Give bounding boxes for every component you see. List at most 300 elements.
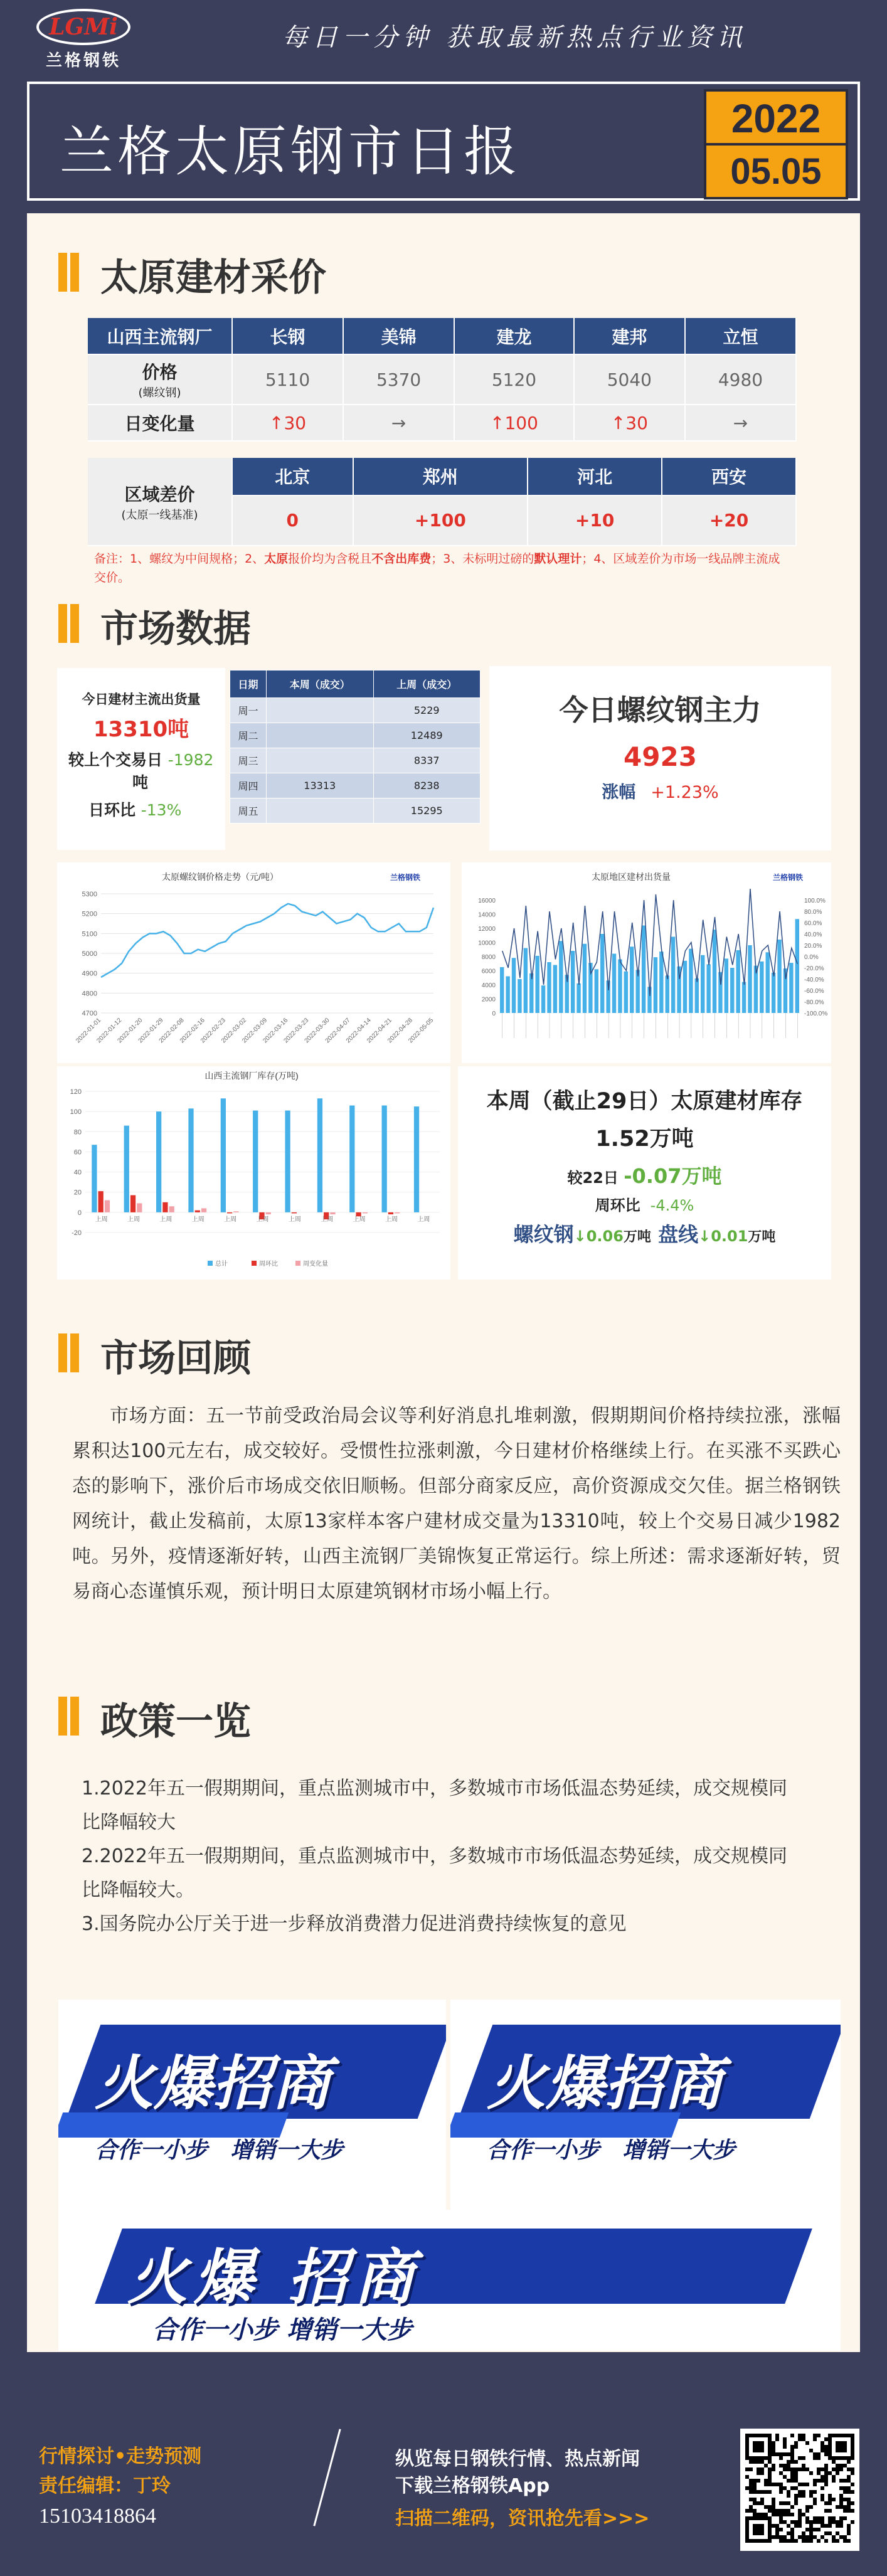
qr-module	[779, 2509, 783, 2513]
qr-module	[768, 2505, 772, 2509]
bar	[156, 1111, 161, 1212]
price-cell: 5040	[574, 354, 685, 405]
qr-module	[847, 2539, 851, 2543]
price-cell: 5120	[454, 354, 574, 405]
qr-module	[802, 2456, 805, 2460]
qr-module	[824, 2467, 828, 2471]
qr-module	[813, 2501, 817, 2505]
chart-title: 太原螺纹钢价格走势（元/吨）	[162, 872, 279, 882]
qr-module	[802, 2437, 805, 2441]
bar	[547, 962, 551, 1013]
qr-module	[749, 2516, 753, 2520]
qr-module	[775, 2483, 779, 2486]
qr-module	[847, 2524, 851, 2528]
tick-label: 2022-04-21	[365, 1017, 393, 1045]
qr-module	[760, 2524, 764, 2528]
tick-label: 上周	[353, 1216, 366, 1223]
qr-module	[790, 2475, 794, 2479]
bar	[233, 1211, 238, 1212]
qr-module	[847, 2479, 851, 2483]
qr-module	[794, 2467, 798, 2471]
slogan: 每日一分钟 获取最新热点行业资讯	[282, 23, 747, 52]
qr-module	[843, 2535, 847, 2539]
bar	[388, 1212, 393, 1214]
qr-module	[779, 2501, 783, 2505]
qr-module	[802, 2531, 805, 2535]
tick-label: -20.0%	[804, 965, 824, 972]
tick-label: 60	[73, 1148, 82, 1157]
promo-banner[interactable]	[450, 2000, 841, 2210]
qr-module	[843, 2449, 847, 2452]
policy-item[interactable]: 3.国务院办公厅关于进一步释放消费潜力促进消费持续恢复的意见	[82, 1913, 627, 1935]
tick-label: 2022-03-02	[220, 1017, 248, 1045]
qr-module	[745, 2467, 749, 2471]
qr-module	[772, 2498, 775, 2501]
qr-module	[851, 2437, 854, 2441]
qr-module	[828, 2441, 832, 2445]
footer-editor: 责任编辑：丁玲	[39, 2475, 171, 2497]
legend-swatch	[208, 1261, 213, 1266]
qr-module	[851, 2483, 854, 2486]
region-header: 北京	[232, 458, 353, 496]
qr-module	[772, 2509, 775, 2513]
policy-item[interactable]: 1.2022年五一假期期间，重点监测城市中，多数城市市场低温态势延续，成交规模同比降幅较大	[82, 1778, 787, 1833]
bar	[642, 926, 645, 1014]
mill-inventory-svg	[57, 1066, 450, 1280]
qr-module	[745, 2441, 749, 2445]
qr-module	[843, 2456, 847, 2460]
qr-module	[768, 2483, 772, 2486]
qr-module	[760, 2531, 764, 2535]
qr-module	[772, 2505, 775, 2509]
qr-module	[843, 2498, 847, 2501]
qr-module	[753, 2498, 757, 2501]
qr-module	[745, 2535, 749, 2539]
bar	[559, 941, 563, 1013]
tick-label: 14000	[478, 911, 496, 919]
qr-module	[757, 2513, 760, 2516]
qr-module	[802, 2464, 805, 2467]
tick-label: 上周	[385, 1216, 398, 1223]
qr-module	[824, 2501, 828, 2505]
qr-module	[821, 2445, 824, 2449]
qr-module	[794, 2445, 798, 2449]
qr-module	[768, 2516, 772, 2520]
bar	[414, 1106, 419, 1212]
qr-module	[847, 2434, 851, 2437]
qr-module	[824, 2531, 828, 2535]
qr-module	[851, 2441, 854, 2445]
qr-module	[775, 2437, 779, 2441]
qr-module	[779, 2464, 783, 2467]
qr-module	[794, 2471, 798, 2475]
qr-module	[828, 2494, 832, 2498]
qr-module	[787, 2467, 790, 2471]
qr-module	[790, 2520, 794, 2524]
footer-phone[interactable]: 15103418864	[39, 2504, 156, 2528]
bar	[576, 983, 580, 1013]
qr-module	[839, 2456, 843, 2460]
bar	[253, 1111, 258, 1212]
qr-module	[760, 2467, 764, 2471]
qr-module	[809, 2528, 813, 2531]
qr-module	[851, 2490, 854, 2494]
qr-module	[813, 2437, 817, 2441]
qr-module	[775, 2531, 779, 2535]
qr-module	[790, 2513, 794, 2516]
bar	[512, 958, 516, 1013]
table-header: 长钢	[232, 318, 343, 354]
qr-module	[794, 2486, 798, 2490]
qr-module	[790, 2467, 794, 2471]
qr-module	[805, 2467, 809, 2471]
qr-module	[764, 2513, 768, 2516]
qr-module	[821, 2535, 824, 2539]
qr-module	[772, 2449, 775, 2452]
qr-module	[821, 2441, 824, 2445]
qr-module	[783, 2475, 787, 2479]
inventory-title: 本周（截止29日）太原建材库存	[486, 1089, 803, 1114]
bar	[713, 930, 716, 1013]
qr-module	[836, 2505, 839, 2509]
bar	[363, 1212, 368, 1214]
bar	[195, 1211, 200, 1212]
region-table	[88, 458, 797, 546]
qr-module	[764, 2490, 768, 2494]
region-cell: 0	[232, 496, 353, 546]
qr-module	[764, 2539, 768, 2543]
qr-module	[753, 2441, 757, 2445]
qr-module	[753, 2445, 757, 2449]
bar	[317, 1098, 322, 1212]
shipment-summary	[57, 668, 225, 850]
table-row: 周四 13313 8238	[230, 773, 481, 798]
section-title: 市场回顾	[100, 1337, 251, 1381]
bar	[736, 950, 740, 1013]
qr-module	[745, 2524, 749, 2528]
qr-module	[798, 2490, 802, 2494]
date-day: 05.05	[730, 151, 822, 192]
tick-label: 12000	[478, 926, 496, 933]
qr-code-svg	[745, 2434, 854, 2546]
tick-label: 0	[492, 1010, 496, 1017]
price-trend-chart	[57, 862, 450, 1063]
policy-item[interactable]: 2.2022年五一假期期间，重点监测城市中，多数城市市场低温态势延续，成交规模同比降幅较大。	[82, 1845, 787, 1901]
bar	[624, 972, 628, 1013]
tick-label: 上周	[191, 1216, 204, 1223]
qr-module	[817, 2456, 821, 2460]
bar	[395, 1212, 400, 1214]
qr-module	[779, 2520, 783, 2524]
bar	[635, 970, 639, 1013]
qr-module	[768, 2460, 772, 2464]
qr-module	[779, 2528, 783, 2531]
qr-module	[847, 2498, 851, 2501]
qr-module	[817, 2479, 821, 2483]
qr-module	[836, 2441, 839, 2445]
change-cell: ↑30	[574, 405, 685, 441]
qr-module	[757, 2528, 760, 2531]
qr-module	[790, 2449, 794, 2452]
qr-module	[824, 2483, 828, 2486]
qr-module	[843, 2434, 847, 2437]
qr-module	[745, 2445, 749, 2449]
qr-module	[790, 2486, 794, 2490]
bar	[683, 961, 687, 1013]
qr-module	[828, 2471, 832, 2475]
qr-module	[768, 2531, 772, 2535]
footer-app[interactable]: 下载兰格钢铁App	[395, 2475, 550, 2497]
qr-module	[851, 2467, 854, 2471]
qr-module	[836, 2467, 839, 2471]
qr-module	[847, 2490, 851, 2494]
qr-module	[764, 2464, 768, 2467]
tick-label: -20	[72, 1229, 82, 1237]
qr-module	[805, 2516, 809, 2520]
qr-module	[775, 2434, 779, 2437]
qr-module	[809, 2494, 813, 2498]
bar	[725, 958, 728, 1013]
qr-module	[821, 2475, 824, 2479]
policy-list	[82, 1772, 803, 1941]
qr-module	[787, 2464, 790, 2467]
qr-module	[764, 2434, 768, 2437]
qr-module	[805, 2483, 809, 2486]
qr-module	[809, 2520, 813, 2524]
qr-module	[839, 2479, 843, 2483]
qr-module	[809, 2524, 813, 2528]
banner-sub: 合作一小步 增销一大步	[152, 2316, 412, 2345]
qr-module	[745, 2486, 749, 2490]
date-badge	[704, 89, 848, 199]
legend-label: 周环比	[259, 1261, 278, 1268]
tick-label: 上周	[321, 1216, 334, 1223]
qr-module	[832, 2535, 836, 2539]
qr-module	[757, 2445, 760, 2449]
qr-module	[745, 2456, 749, 2460]
qr-module	[839, 2520, 843, 2524]
qr-module	[787, 2494, 790, 2498]
qr-module	[768, 2539, 772, 2543]
qr-module	[828, 2531, 832, 2535]
qr-module	[768, 2456, 772, 2460]
price-cell: 5370	[343, 354, 454, 405]
qr-module	[768, 2528, 772, 2531]
qr-module	[839, 2535, 843, 2539]
qr-module	[817, 2516, 821, 2520]
qr-module	[790, 2452, 794, 2456]
qr-module	[824, 2524, 828, 2528]
qr-module	[768, 2467, 772, 2471]
qr-module	[790, 2456, 794, 2460]
bar	[595, 969, 598, 1013]
qr-module	[749, 2456, 753, 2460]
qr-module	[836, 2520, 839, 2524]
qr-module	[813, 2535, 817, 2539]
qr-module	[851, 2449, 854, 2452]
tick-label: 2022-04-07	[324, 1017, 352, 1045]
qr-module	[832, 2516, 836, 2520]
qr-module	[787, 2513, 790, 2516]
qr-module	[783, 2437, 787, 2441]
section-title: 太原建材采价	[100, 256, 326, 300]
qr-module	[802, 2513, 805, 2516]
qr-module	[772, 2483, 775, 2486]
qr-module	[839, 2505, 843, 2509]
region-header: 河北	[528, 458, 662, 496]
chart-title: 山西主流钢厂库存(万吨)	[204, 1071, 299, 1081]
qr-module	[783, 2441, 787, 2445]
qr-module	[775, 2509, 779, 2513]
qr-module	[753, 2501, 757, 2505]
qr-module	[753, 2486, 757, 2490]
qr-module	[760, 2441, 764, 2445]
tick-label: 上周	[256, 1216, 269, 1223]
qr-module	[787, 2460, 790, 2464]
qr-module	[760, 2456, 764, 2460]
qr-module	[798, 2535, 802, 2539]
chart-logo: 兰格钢铁	[772, 873, 804, 882]
tick-label: -60.0%	[804, 988, 824, 995]
qr-module	[794, 2539, 798, 2543]
qr-module	[839, 2501, 843, 2505]
qr-module	[749, 2539, 753, 2543]
qr-module	[779, 2490, 783, 2494]
promo-banner-wide[interactable]	[58, 2210, 841, 2351]
qr-module	[813, 2479, 817, 2483]
inventory-ratio: 周环比 -4.4%	[595, 1197, 694, 1214]
qr-module	[745, 2516, 749, 2520]
region-cell: +10	[528, 496, 662, 546]
qr-module	[787, 2501, 790, 2505]
bar	[382, 1106, 387, 1212]
tick-label: 5200	[82, 910, 97, 918]
qr-module	[783, 2535, 787, 2539]
qr-module	[817, 2434, 821, 2437]
table-row: 周一 5229	[230, 698, 481, 723]
qr-module	[768, 2509, 772, 2513]
qr-module	[813, 2528, 817, 2531]
bar	[706, 964, 710, 1013]
qr-module	[764, 2505, 768, 2509]
qr-module	[775, 2452, 779, 2456]
row-label-region: 区域差价 (太原一线基准)	[88, 458, 232, 546]
qr-module	[772, 2464, 775, 2467]
qr-module	[790, 2471, 794, 2475]
qr-module	[757, 2471, 760, 2475]
qr-module	[851, 2445, 854, 2449]
qr-module	[843, 2479, 847, 2483]
qr-module	[757, 2524, 760, 2528]
bar	[98, 1191, 104, 1212]
bar	[188, 1108, 193, 1212]
qr-module	[802, 2483, 805, 2486]
qr-module	[760, 2539, 764, 2543]
qr-module	[794, 2441, 798, 2445]
qr-module	[794, 2498, 798, 2501]
tick-label: 2022-02-08	[157, 1017, 186, 1045]
bar	[789, 963, 793, 1013]
qr-module	[749, 2490, 753, 2494]
inventory-breakdown: 螺纹钢↓0.06万吨 盘线↓0.01万吨	[513, 1222, 776, 1246]
bar	[795, 919, 799, 1013]
qr-module	[753, 2516, 757, 2520]
qr-module	[839, 2494, 843, 2498]
qr-module	[809, 2505, 813, 2509]
qr-module	[828, 2524, 832, 2528]
qr-module	[813, 2456, 817, 2460]
qr-module	[798, 2467, 802, 2471]
qr-module	[757, 2441, 760, 2445]
qr-module	[798, 2509, 802, 2513]
qr-module	[809, 2449, 813, 2452]
qr-module	[775, 2513, 779, 2516]
bar	[748, 945, 752, 1013]
shipment-label: 今日建材主流出货量	[82, 692, 201, 707]
qr-module	[790, 2479, 794, 2483]
bar	[266, 1212, 271, 1214]
promo-banner[interactable]	[58, 2000, 446, 2210]
qr-module	[817, 2467, 821, 2471]
qr-module	[794, 2501, 798, 2505]
qr-module	[749, 2483, 753, 2486]
qr-module	[802, 2434, 805, 2437]
qr-module	[757, 2539, 760, 2543]
qr-module	[745, 2528, 749, 2531]
qr-module	[779, 2471, 783, 2475]
bar	[221, 1098, 226, 1212]
bar	[535, 956, 539, 1013]
qr-module	[753, 2460, 757, 2464]
qr-module	[753, 2539, 757, 2543]
qr-module	[794, 2524, 798, 2528]
qr-module	[768, 2441, 772, 2445]
qr-module	[817, 2452, 821, 2456]
qr-module	[824, 2445, 828, 2449]
price-table	[88, 318, 797, 442]
qr-module	[839, 2498, 843, 2501]
price-trend-svg	[57, 862, 450, 1063]
qr-module	[821, 2494, 824, 2498]
qr-module	[798, 2483, 802, 2486]
qr-module	[809, 2490, 813, 2494]
bar	[742, 982, 746, 1014]
qr-module	[745, 2437, 749, 2441]
qr-module	[749, 2467, 753, 2471]
rebar-main-card	[489, 666, 831, 851]
qr-module	[772, 2445, 775, 2449]
rebar-main-change: 涨幅 +1.23%	[602, 783, 719, 802]
date-year: 2022	[706, 94, 846, 146]
qr-module	[851, 2501, 854, 2505]
qr-module	[839, 2524, 843, 2528]
legend-label: 周变化量	[303, 1261, 328, 1268]
qr-module	[828, 2509, 832, 2513]
qr-module	[757, 2516, 760, 2520]
qr-module	[832, 2434, 836, 2437]
table-row: 周五 15295	[230, 798, 481, 824]
bar	[777, 940, 781, 1013]
qr-module	[836, 2434, 839, 2437]
section-title: 政策一览	[100, 1700, 251, 1744]
qr-module	[821, 2467, 824, 2471]
qr-module	[772, 2441, 775, 2445]
qr-module	[760, 2471, 764, 2475]
rebar-main-value: 4923	[624, 741, 697, 772]
qr-module	[764, 2479, 768, 2483]
price-note: 备注：1、螺纹为中间规格；2、太原报价均为含税且不含出库费；3、未标明过磅的默认理计；4、区域差价为市场一线品牌主流成交价。	[94, 552, 780, 585]
qr-code[interactable]	[740, 2429, 859, 2551]
